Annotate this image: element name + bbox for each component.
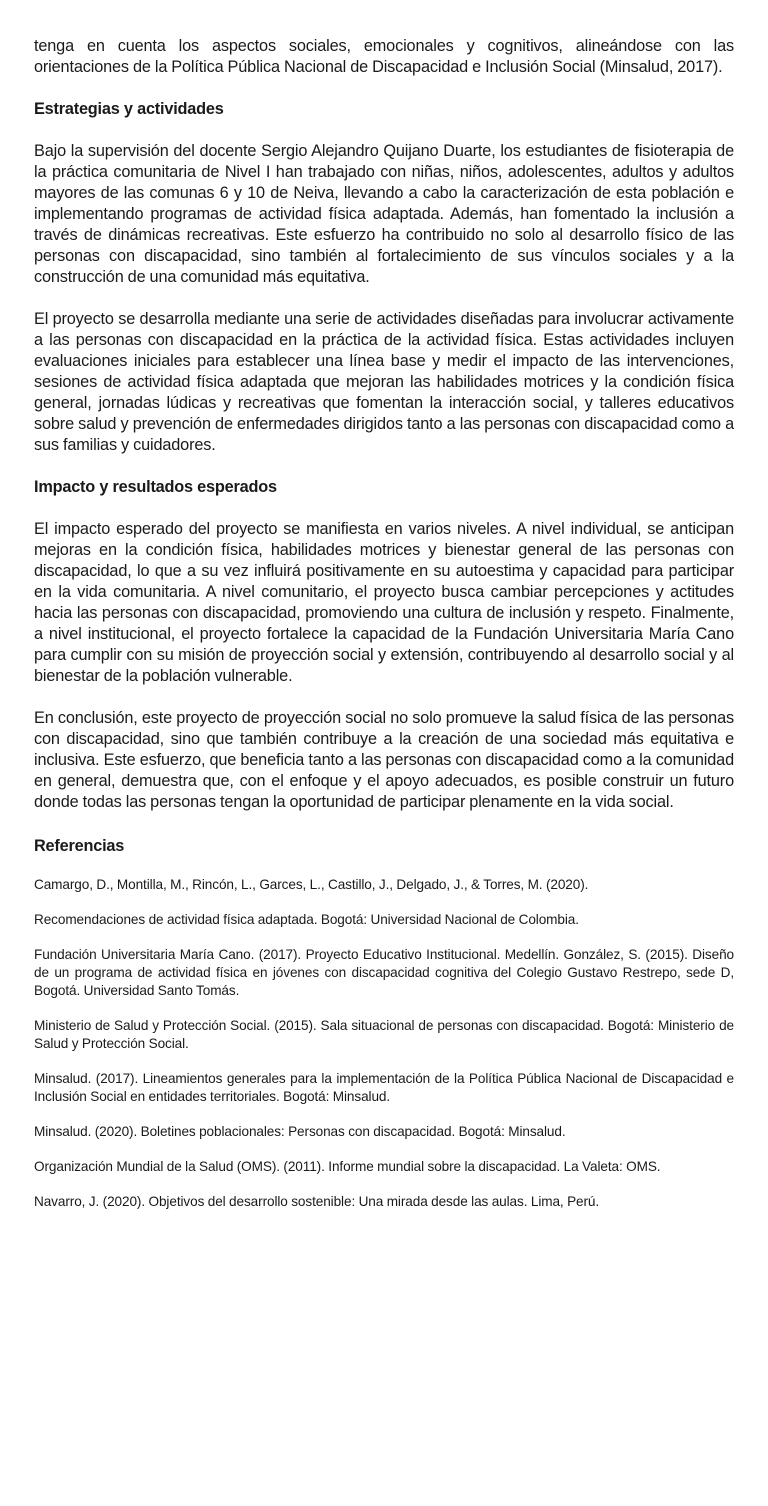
references-section [34, 836, 734, 1211]
section-heading-impact: Impacto y resultados esperados [34, 478, 277, 496]
reference-item: Ministerio de Salud y Protección Social. (2015). Sala situacional de personas con discapacidad. Bogotá: Ministerio de Salud y Protección Social. [34, 1018, 734, 1051]
reference-item: Camargo, D., Montilla, M., Rincón, L., Garces, L., Castillo, J., Delgado, J., & Torres, M. (2020). [34, 877, 589, 892]
paragraph-impact: El impacto esperado del proyecto se manifiesta en varios niveles. A nivel individual, se anticipan mejoras en la condición física, habilidades motrices y bienestar general de las personas con discapacidad, lo que a su vez influirá positivamente en su autoestima y capacidad para participar en la vida comunitaria. A nivel comunitario, el proyecto busca cambiar percepciones y actitudes hacia las personas con discapacidad, promoviendo una cultura de inclusión y respeto. Finalmente, a nivel institucional, el proyecto fortalece la capacidad de la Fundación Universitaria María Cano para cumplir con su misión de proyección social y extensión, contribuyendo al desarrollo social y al bienestar de la población vulnerable. [34, 520, 734, 685]
paragraph-activities: El proyecto se desarrolla mediante una serie de actividades diseñadas para involucrar activamente a las personas con discapacidad en la práctica de la actividad física. Estas actividades incluyen evaluaciones iniciales para establecer una línea base y medir el impacto de las intervenciones, sesiones de actividad física adaptada que mejoran las habilidades motrices y la condición física general, jornadas lúdicas y recreativas que fomentan la interacción social, y talleres educativos sobre salud y prevención de enfermedades dirigidos tanto a las personas con discapacidad como a sus familias y cuidadores. [34, 310, 734, 454]
reference-item: Fundación Universitaria María Cano. (2017). Proyecto Educativo Institucional. Medellín. González, S. (2015). Diseño de un programa de actividad física en jóvenes con discapacidad cognitiva del Colegio Gustavo Restrepo, sede D, Bogotá. Universidad Santo Tomás. [34, 947, 734, 998]
references-heading: Referencias [34, 837, 125, 855]
section-impact [34, 477, 734, 813]
reference-item: Minsalud. (2020). Boletines poblacionales: Personas con discapacidad. Bogotá: Minsalud. [34, 1124, 566, 1139]
reference-item: Minsalud. (2017). Lineamientos generales para la implementación de la Política Pública Nacional de Discapacidad e Inclusión Social en entidades territoriales. Bogotá: Minsalud. [34, 1071, 734, 1104]
paragraph-supervision: Bajo la supervisión del docente Sergio Alejandro Quijano Duarte, los estudiantes de fisioterapia de la práctica comunitaria de Nivel I han trabajado con niñas, niños, adolescentes, adultos y adultos mayores de las comunas 6 y 10 de Neiva, llevando a cabo la caracterización de esta población e implementando programas de actividad física adaptada. Además, han fomentado la inclusión a través de dinámicas recreativas. Este esfuerzo ha contribuido no solo al desarrollo físico de las personas con discapacidad, sino también al fortalecimiento de sus vínculos sociales y a la construcción de una comunidad más equitativa. [34, 142, 734, 286]
intro-paragraph: tenga en cuenta los aspectos sociales, emocionales y cognitivos, alineándose con las orientaciones de la Política Pública Nacional de Discapacidad e Inclusión Social (Minsalud, 2017). [34, 37, 734, 76]
section-heading-strategies: Estrategias y actividades [34, 100, 224, 118]
section-strategies [34, 99, 734, 456]
reference-item: Navarro, J. (2020). Objetivos del desarrollo sostenible: Una mirada desde las aulas. Lima, Perú. [34, 1194, 600, 1209]
paragraph-conclusion: En conclusión, este proyecto de proyección social no solo promueve la salud física de las personas con discapacidad, sino que también contribuye a la creación de una sociedad más equitativa e inclusiva. Este esfuerzo, que beneficia tanto a las personas con discapacidad como a la comunidad en general, demuestra que, con el enfoque y el apoyo adecuados, es posible construir un futuro donde todas las personas tengan la oportunidad de participar plenamente en la vida social. [34, 709, 734, 811]
reference-item: Recomendaciones de actividad física adaptada. Bogotá: Universidad Nacional de Colombia. [34, 912, 579, 927]
reference-item: Organización Mundial de la Salud (OMS). (2011). Informe mundial sobre la discapacidad. La Valeta: OMS. [34, 1159, 661, 1174]
